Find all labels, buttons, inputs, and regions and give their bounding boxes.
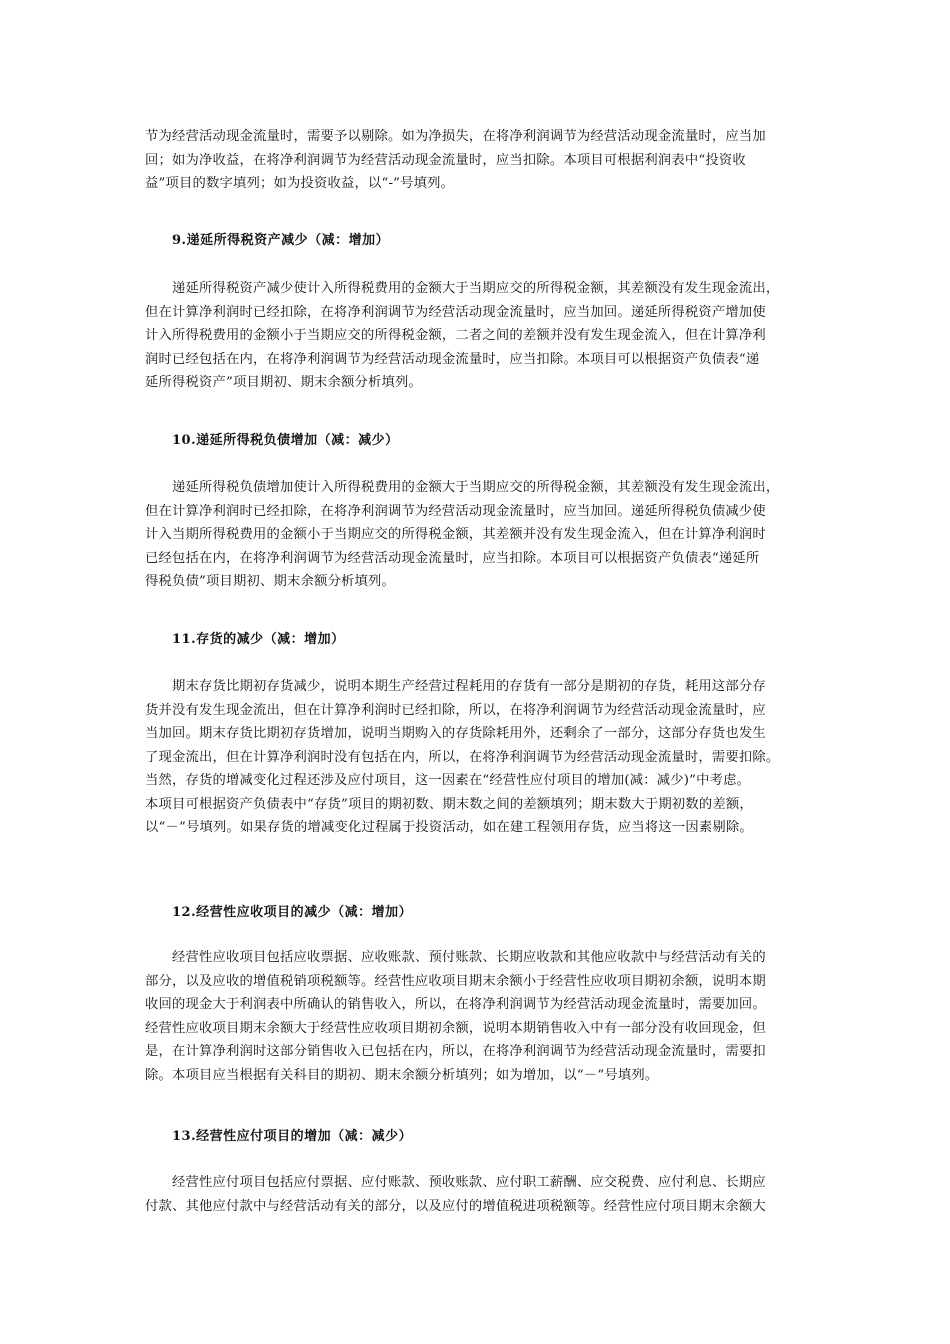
intro-paragraph [145, 125, 815, 196]
paragraph-line: 当加回。期末存货比期初存货增加，说明当期购入的存货除耗用外，还剩余了一部分，这部分存货也发生 [145, 726, 766, 741]
paragraph-line: 以“－”号填列。如果存货的增减变化过程属于投资活动，如在建工程领用存货，应当将这一因素剔除。 [145, 820, 753, 835]
paragraph-line: 货并没有发生现金流出，但在计算净利润时已经扣除，所以，在将净利润调节为经营活动现金流量时，应 [145, 702, 766, 718]
paragraph-line: 当然，存货的增减变化过程还涉及应付项目，这一因素在“经营性应付项目的增加(减：减少)”中考虑。 [145, 773, 751, 788]
paragraph-line: 计入所得税费用的金额小于当期应交的所得税金额，二者之间的差额并没有发生现金流入，但在计算净利 [145, 328, 766, 343]
section-9-paragraph [145, 277, 815, 395]
paragraph-line: 经营性应付项目包括应付票据、应付账款、预收账款、应付职工薪酬、应交税费、应付利息、长期应 [172, 1175, 766, 1190]
paragraph-line: 递延所得税资产减少使计入所得税费用的金额大于当期应交的所得税金额，其差额没有发生现金流出， [172, 281, 780, 296]
paragraph-line: 除。本项目应当根据有关科目的期初、期末余额分析填列；如为增加，以“－”号填列。 [145, 1067, 659, 1083]
section-12-heading: 12.经营性应收项目的减少（减：增加） [172, 905, 413, 920]
section-11-heading: 11.存货的减少（减：增加） [172, 632, 345, 647]
paragraph-line: 润时已经包括在内，在将净利润调节为经营活动现金流量时，应当扣除。本项目可以根据资产负债表“递 [145, 351, 760, 367]
section-13-paragraph [145, 1171, 815, 1218]
section-12-paragraph [145, 946, 815, 1087]
paragraph-line: 收回的现金大于利润表中所确认的销售收入，所以，在将净利润调节为经营活动现金流量时，需要加回。 [145, 997, 766, 1012]
section-10-heading: 10.递延所得税负债增加（减：减少） [172, 433, 399, 448]
paragraph-line: 计入当期所得税费用的金额小于当期应交的所得税金额，其差额并没有发生现金流入，但在计算净利润时 [145, 527, 766, 542]
paragraph-line: 益”项目的数字填列；如为投资收益，以“-”号填列。 [145, 176, 455, 191]
paragraph-line: 部分，以及应收的增值税销项税额等。经营性应收项目期末余额小于经营性应收项目期初余额，说明本期 [145, 973, 766, 989]
paragraph-line: 但在计算净利润时已经扣除，在将净利润调节为经营活动现金流量时，应当加回。递延所得税负债减少使 [145, 503, 766, 519]
paragraph-line: 期末存货比期初存货减少，说明本期生产经营过程耗用的存货有一部分是期初的存货，耗用这部分存 [172, 679, 766, 694]
section-13-heading: 13.经营性应付项目的增加（减：减少） [172, 1129, 413, 1144]
paragraph-line: 经营性应收项目期末余额大于经营性应收项目期初余额，说明本期销售收入中有一部分没有收回现金，但 [145, 1020, 766, 1036]
paragraph-line: 了现金流出，但在计算净利润时没有包括在内，所以，在将净利润调节为经营活动现金流量时，需要扣除。 [145, 749, 780, 765]
paragraph-line: 节为经营活动现金流量时，需要予以剔除。如为净损失，在将净利润调节为经营活动现金流量时，应当加 [145, 129, 766, 144]
paragraph-line: 延所得税资产”项目期初、期末余额分析填列。 [145, 375, 422, 390]
paragraph-line: 已经包括在内，在将净利润调节为经营活动现金流量时，应当扣除。本项目可以根据资产负债表“递延所 [145, 550, 760, 566]
paragraph-line: 回；如为净收益，在将净利润调节为经营活动现金流量时，应当扣除。本项目可根据利润表中“投资收 [145, 152, 746, 168]
paragraph-line: 是，在计算净利润时这部分销售收入已包括在内，所以，在将净利润调节为经营活动现金流量时，需要扣 [145, 1044, 766, 1059]
paragraph-line: 得税负债”项目期初、期末余额分析填列。 [145, 574, 395, 589]
paragraph-line: 但在计算净利润时已经扣除，在将净利润调节为经营活动现金流量时，应当加回。递延所得税资产增加使 [145, 304, 766, 320]
section-10-paragraph [145, 476, 815, 594]
paragraph-line: 经营性应收项目包括应收票据、应收账款、预付账款、长期应收款和其他应收款中与经营活动有关的 [172, 950, 766, 965]
paragraph-line: 递延所得税负债增加使计入所得税费用的金额大于当期应交的所得税金额，其差额没有发生现金流出， [172, 480, 780, 495]
paragraph-line: 付款、其他应付款中与经营活动有关的部分，以及应付的增值税进项税额等。经营性应付项目期末余额大 [145, 1198, 766, 1214]
section-11-paragraph [145, 675, 815, 840]
paragraph-line: 本项目可根据资产负债表中“存货”项目的期初数、期末数之间的差额填列；期末数大于期初数的差额， [145, 796, 753, 812]
section-9-heading: 9.递延所得税资产减少（减：增加） [172, 233, 390, 248]
